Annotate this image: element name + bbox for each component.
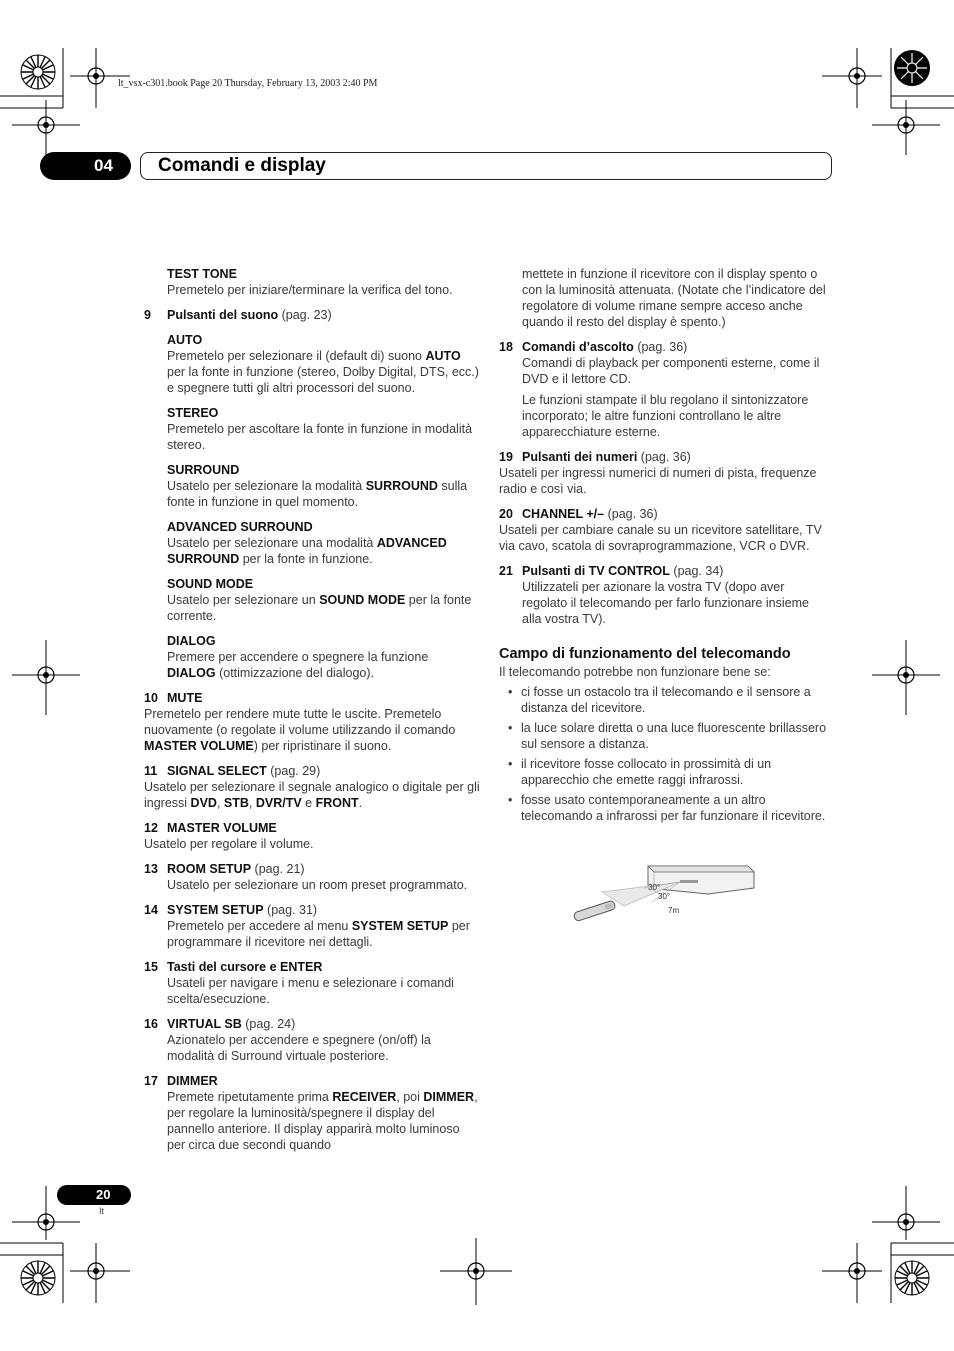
entry-text: Premetelo per selezionare il (default di) suono AUTO per la fonte in funzione (stereo, Dolby Digital, DTS, ecc.) e spegnere tutti gli altri processori del suono.	[167, 349, 479, 395]
bullet-item: • il ricevitore fosse collocato in prossimità di un apparecchio che emette raggi infrarossi.	[508, 757, 772, 787]
entry-17-continued: mettete in funzione il ricevitore con il display spento o con la luminosità attenuata. (Notate che l’indicatore del regolatore di volume rimane sempre acceso anche quando il resto del display è spento.)	[522, 267, 826, 329]
bullet-dot-icon: •	[508, 793, 513, 807]
entry-20	[499, 506, 831, 554]
entry-11	[144, 763, 480, 811]
entry-heading: STEREO	[167, 406, 219, 420]
bullet-dot-icon: •	[508, 757, 513, 771]
entry-16	[144, 1016, 480, 1064]
entry-text: Usateli per cambiare canale su un ricevitore satellitare, TV via cavo, scatola di sovraprogrammazione, VCR o DVR.	[499, 523, 822, 553]
entry-text: Usatelo per selezionare un room preset programmato.	[167, 878, 468, 892]
page-reference: (pag. 24)	[245, 1017, 296, 1031]
angle-bottom-label: 30°	[658, 892, 671, 901]
entry-heading: SYSTEM SETUP	[167, 903, 264, 917]
entry-number: 20	[499, 507, 513, 521]
entry-number: 14	[144, 903, 158, 917]
entry-text: Usatelo per regolare il volume.	[144, 837, 314, 851]
entry-heading: SURROUND	[167, 463, 240, 477]
entry-number: 10	[144, 691, 158, 705]
entry-heading: DIMMER	[167, 1074, 218, 1088]
bullet-item: • ci fosse un ostacolo tra il telecomando e il sensore a distanza del ricevitore.	[508, 685, 811, 715]
entry-text: Usatelo per selezionare il segnale analogico o digitale per gli ingressi DVD, STB, DVR/TV e FRONT.	[144, 780, 480, 810]
remote-range-illustration	[572, 858, 762, 928]
entry-heading: VIRTUAL SB	[167, 1017, 242, 1031]
entry-stereo	[144, 405, 480, 453]
right-column	[499, 266, 831, 824]
remote-control-illustration	[573, 900, 616, 922]
left-column	[144, 266, 480, 1162]
chapter-number: 04	[94, 156, 113, 175]
page-reference: (pag. 36)	[637, 340, 688, 354]
entry-heading: Pulsanti del suono	[167, 308, 279, 322]
entry-heading: Pulsanti di TV CONTROL	[522, 564, 670, 578]
entry-text: Azionatelo per accendere e spegnere (on/off) la modalità di Surround virtuale posteriore.	[167, 1033, 431, 1063]
page-reference: (pag. 23)	[281, 308, 332, 322]
print-slug: lt_vsx-c301.book Page 20 Thursday, February 13, 2003 2:40 PM	[118, 78, 378, 89]
entry-text: Usateli per navigare i menu e selezionare i comandi scelta/esecuzione.	[167, 976, 454, 1006]
entry-advanced-surround	[144, 519, 480, 567]
entry-21	[499, 563, 831, 627]
entry-dialog	[144, 633, 480, 681]
remote-sensor-icon	[680, 880, 698, 883]
page-language: It	[99, 1206, 105, 1216]
entry-text: Premetelo per iniziare/terminare la verifica del tono.	[167, 283, 453, 297]
entry-13	[144, 861, 480, 893]
entry-10	[144, 690, 480, 754]
entry-heading: CHANNEL +/–	[522, 507, 605, 521]
distance-label: 7m	[668, 906, 680, 915]
page-reference: (pag. 29)	[270, 764, 321, 778]
chapter-badge	[40, 152, 131, 180]
entry-heading: SIGNAL SELECT	[167, 764, 267, 778]
entry-heading: Pulsanti dei numeri	[522, 450, 638, 464]
entry-text: Usatelo per selezionare una modalità ADVANCED SURROUND per la fonte in funzione.	[167, 536, 447, 566]
bullet-item: • fosse usato contemporaneamente a un altro telecomando a infrarossi per far funzionare il ricevitore.	[508, 793, 826, 823]
entry-18	[499, 339, 831, 440]
bullet-dot-icon: •	[508, 685, 513, 699]
entry-heading: Comandi d’ascolto	[522, 340, 634, 354]
page-reference: (pag. 21)	[254, 862, 305, 876]
entry-number: 15	[144, 960, 158, 974]
entry-text: Le funzioni stampate il blu regolano il sintonizzatore incorporato; le altre funzioni controllano le altre apparecchiature esterne.	[522, 393, 809, 439]
entry-text: Premete ripetutamente prima RECEIVER, poi DIMMER, per regolare la luminosità/spegnere il display del pannello anteriore. Il display apparirà molto luminoso per circa due secondi quando	[167, 1090, 478, 1152]
entry-heading: MUTE	[167, 691, 203, 705]
entry-text: Premetelo per rendere mute tutte le uscite. Premetelo nuovamente (o regolate il volume utilizzando il comando MASTER VOLUME) per ripristinare il suono.	[144, 707, 456, 753]
entry-sound-mode	[144, 576, 480, 624]
entry-number: 17	[144, 1074, 158, 1088]
entry-heading: AUTO	[167, 333, 203, 347]
entry-heading: MASTER VOLUME	[167, 821, 277, 835]
entry-17	[144, 1073, 480, 1153]
entry-test-tone	[144, 266, 480, 298]
entry-surround	[144, 462, 480, 510]
page-number-badge	[57, 1185, 131, 1205]
section-intro: Il telecomando potrebbe non funzionare bene se:	[499, 665, 771, 679]
entry-text: Usateli per ingressi numerici di numeri di pista, frequenze radio e così via.	[499, 466, 817, 496]
entry-text: Usatelo per selezionare un SOUND MODE per la fonte corrente.	[167, 593, 472, 623]
entry-number: 19	[499, 450, 513, 464]
entry-text: Premetelo per accedere al menu SYSTEM SETUP per programmare il ricevitore nei dettagli.	[167, 919, 470, 949]
entry-text: Premere per accendere o spegnere la funzione DIALOG (ottimizzazione del dialogo).	[167, 650, 429, 680]
angle-top-label: 30°	[648, 883, 661, 892]
chapter-title: Comandi e display	[158, 155, 326, 176]
entry-text: Premetelo per ascoltare la fonte in funzione in modalità stereo.	[167, 422, 473, 452]
entry-heading: DIALOG	[167, 634, 216, 648]
entry-text: Utilizzateli per azionare la vostra TV (dopo aver regolato il telecomando per farlo funzionare insieme alla vostra TV).	[522, 580, 809, 626]
page-reference: (pag. 31)	[267, 903, 318, 917]
page-number: 20	[96, 1187, 111, 1202]
entry-14	[144, 902, 480, 950]
entry-heading: ADVANCED SURROUND	[167, 520, 313, 534]
entry-9	[144, 307, 480, 323]
page-reference: (pag. 34)	[673, 564, 724, 578]
entry-15	[144, 959, 480, 1007]
entry-12	[144, 820, 480, 852]
entry-text: Comandi di playback per componenti esterne, come il DVD e il lettore CD.	[522, 356, 820, 386]
entry-heading: TEST TONE	[167, 267, 237, 281]
entry-number: 21	[499, 564, 513, 578]
entry-number: 12	[144, 821, 158, 835]
entry-heading: ROOM SETUP	[167, 862, 252, 876]
entry-number: 9	[144, 308, 151, 322]
entry-heading: Tasti del cursore e ENTER	[167, 960, 323, 974]
entry-text: Usatelo per selezionare la modalità SURROUND sulla fonte in funzione in quel momento.	[167, 479, 468, 509]
entry-number: 13	[144, 862, 158, 876]
section-heading: Campo di funzionamento del telecomando	[499, 646, 791, 662]
bullet-item: • la luce solare diretta o una luce fluorescente brillassero sul sensore a distanza.	[508, 721, 827, 751]
entry-19	[499, 449, 831, 497]
page-reference: (pag. 36)	[607, 507, 658, 521]
bullet-dot-icon: •	[508, 721, 513, 735]
entry-number: 16	[144, 1017, 158, 1031]
entry-number: 11	[144, 764, 158, 778]
entry-auto	[144, 332, 480, 396]
page-reference: (pag. 36)	[640, 450, 691, 464]
entry-heading: SOUND MODE	[167, 577, 254, 591]
entry-number: 18	[499, 340, 513, 354]
